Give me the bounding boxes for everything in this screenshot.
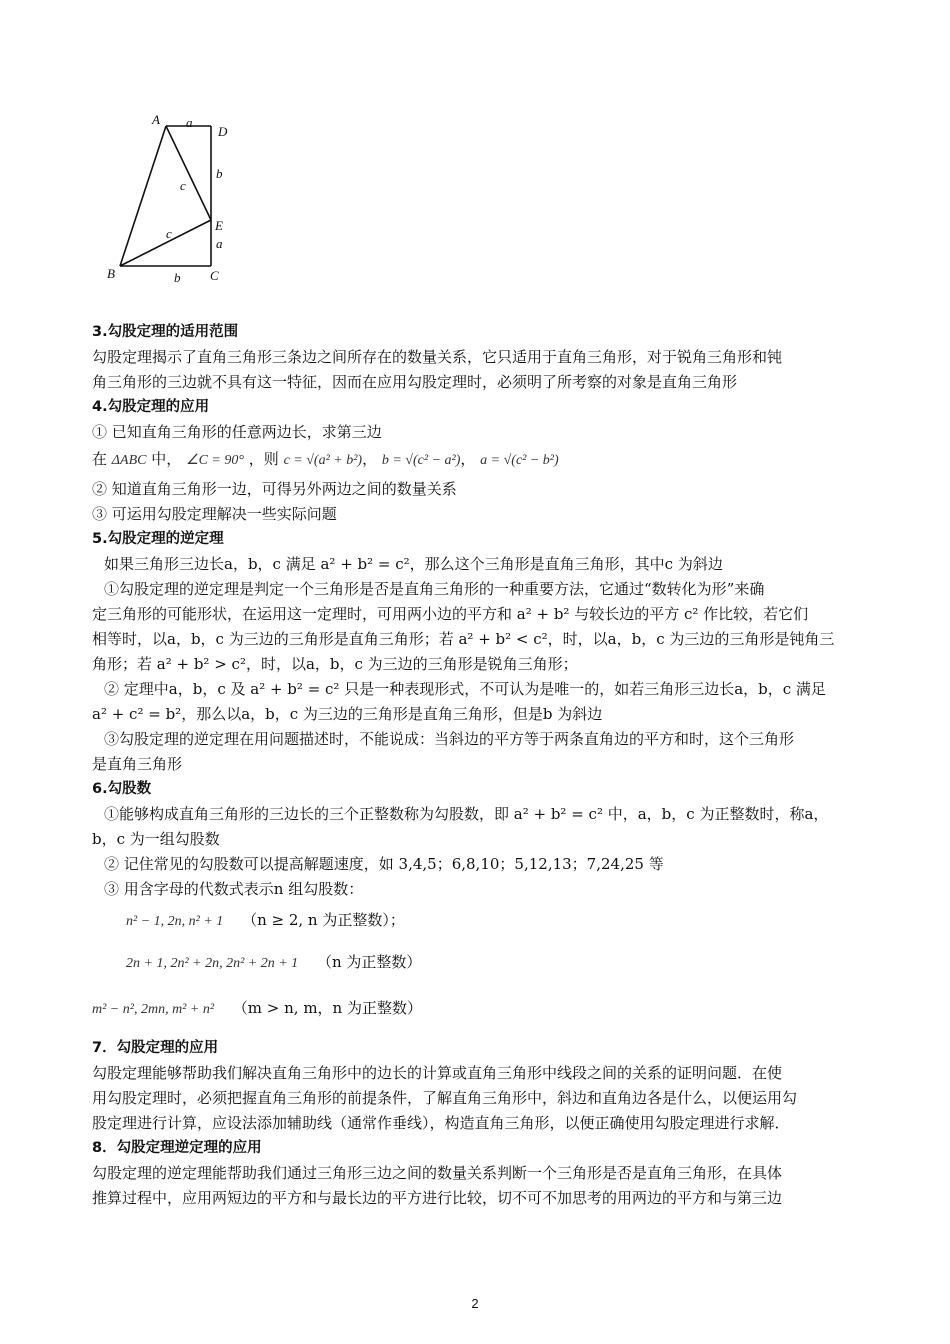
label-c-upper: c (180, 178, 186, 193)
section-6-title: 6.勾股数 (92, 781, 152, 797)
label-A: A (152, 112, 160, 127)
segment-AE (166, 126, 211, 220)
section-4-item-1: ① 已知直角三角形的任意两边长，求第三边 (92, 423, 382, 441)
section-4-title: 4.勾股定理的应用 (92, 399, 210, 415)
formula-mid: 中， (151, 450, 182, 468)
section-6-line: ①能够构成直角三角形的三边长的三个正整数称为勾股数，即 a² + b² = c² 中，a，b，c 为正整数时，称a， (104, 805, 829, 823)
section-7-line: 勾股定理能够帮助我们解决直角三角形中的边长的计算或直角三角形中线段之间的关系的证明问题．在使 (92, 1064, 783, 1082)
section-5-line: 角形；若 a² + b² > c²，时，以a，b，c 为三边的三角形是锐角三角形； (92, 655, 578, 673)
formula-3-cond: （m > n, m，n 为正整数） (232, 999, 422, 1017)
formula-1-expr: n² − 1, 2n, n² + 1 (126, 914, 224, 929)
formula-b: b = √(c² − a²) (381, 453, 461, 468)
formula-3-expr: m² − n², 2mn, m² + n² (92, 1002, 215, 1017)
pythagorean-formula-3 (92, 996, 862, 1036)
section-5-line: 定三角形的可能形状，在运用这一定理时，可用两小边的平方和 a² + b² 与较长边的平方 c² 作比较，若它们 (92, 605, 809, 623)
formula-prefix: 在 (92, 450, 108, 468)
section-3-line: 角三角形的三边就不具有这一特征，因而在应用勾股定理时，必须明了所考察的对象是直角三角形 (92, 373, 738, 391)
section-6-line: ③ 用含字母的代数式表示n 组勾股数： (104, 880, 364, 898)
triangle-symbol: ΔABC (111, 453, 147, 468)
label-b-right: b (216, 166, 223, 181)
section-5-line: ①勾股定理的逆定理是判定一个三角形是否是直角三角形的一种重要方法，它通过“数转化为形”来确 (104, 580, 765, 598)
formula-2-expr: 2n + 1, 2n² + 2n, 2n² + 2n + 1 (126, 956, 299, 971)
section-4-item-2: ② 知道直角三角形一边，可得另外两边之间的数量关系 (92, 480, 457, 498)
formula-c: c = √(a² + b²) (283, 453, 363, 468)
label-a-right: a (216, 236, 223, 251)
label-a-top: a (186, 115, 193, 130)
section-5-line: 相等时，以a，b，c 为三边的三角形是直角三角形；若 a² + b² < c²，时，以a，b，c 为三边的三角形是钝角三 (92, 630, 835, 648)
label-E: E (215, 218, 223, 233)
formula-2-cond: （n 为正整数） (316, 953, 422, 971)
section-6-line: b，c 为一组勾股数 (92, 830, 220, 848)
section-5-line: 是直角三角形 (92, 755, 183, 773)
section-7-line: 用勾股定理时，必须把握直角三角形的前提条件，了解直角三角形中，斜边和直角边各是什么，以便运用勾 (92, 1089, 798, 1107)
section-4-item-3: ③ 可运用勾股定理解决一些实际问题 (92, 505, 337, 523)
label-C: C (210, 268, 219, 283)
section-8-line: 勾股定理的逆定理能帮助我们通过三角形三边之间的数量关系判断一个三角形是否是直角三角形，在具体 (92, 1164, 783, 1182)
label-b-bottom: b (174, 270, 181, 285)
section-4-formula-line: 在 ΔABC 中， ∠C = 90° ，则 c = √(a² + b²)， b = √(c² − a²)， a = √(c² − b²) (92, 450, 559, 468)
section-5-line: ③勾股定理的逆定理在用问题描述时，不能说成：当斜边的平方等于两条直角边的平方和时，这个三角形 (104, 730, 795, 748)
section-3-line: 勾股定理揭示了直角三角形三条边之间所存在的数量关系，它只适用于直角三角形，对于锐角三角形和钝 (92, 348, 783, 366)
segment-AB (120, 126, 166, 266)
formula-1-cond: （n ≥ 2, n 为正整数）； (242, 911, 405, 929)
page-number: 2 (471, 1296, 479, 1311)
document-body (92, 320, 862, 1211)
pythagorean-formula-1 (92, 908, 862, 950)
label-c-lower: c (166, 226, 172, 241)
angle-formula: ∠C = 90° (186, 453, 244, 468)
section-8-line: 推算过程中，应用两短边的平方和与最长边的平方进行比较，切不可不加思考的用两边的平方和与第三边 (92, 1189, 783, 1207)
section-5-line: a² + c² = b²，那么以a，b，c 为三边的三角形是直角三角形，但是b 为斜边 (92, 705, 603, 723)
geometry-figure (100, 108, 240, 290)
section-8-title: 8．勾股定理逆定理的应用 (92, 1140, 262, 1156)
section-7-line: 股定理进行计算，应设法添加辅助线（通常作垂线），构造直角三角形，以便正确使用勾股定理进行求解． (92, 1114, 790, 1132)
formula-then: ，则 (248, 450, 279, 468)
section-5-title: 5.勾股定理的逆定理 (92, 531, 224, 547)
pythagorean-formula-2 (92, 950, 862, 996)
section-7-title: 7．勾股定理的应用 (92, 1040, 219, 1056)
formula-a: a = √(c² − b²) (480, 453, 559, 468)
section-6-line: ② 记住常见的勾股数可以提高解题速度，如 3,4,5；6,8,10；5,12,13；7,24,25 等 (104, 855, 664, 873)
label-D: D (218, 124, 228, 139)
section-5-line: 如果三角形三边长a，b，c 满足 a² + b² = c²，那么这个三角形是直角三角形，其中c 为斜边 (104, 555, 723, 573)
label-B: B (107, 266, 115, 281)
section-5-line: ② 定理中a，b，c 及 a² + b² = c² 只是一种表现形式，不可认为是唯一的，如若三角形三边长a，b，c 满足 (104, 680, 826, 698)
section-3-title: 3.勾股定理的适用范围 (92, 324, 239, 340)
